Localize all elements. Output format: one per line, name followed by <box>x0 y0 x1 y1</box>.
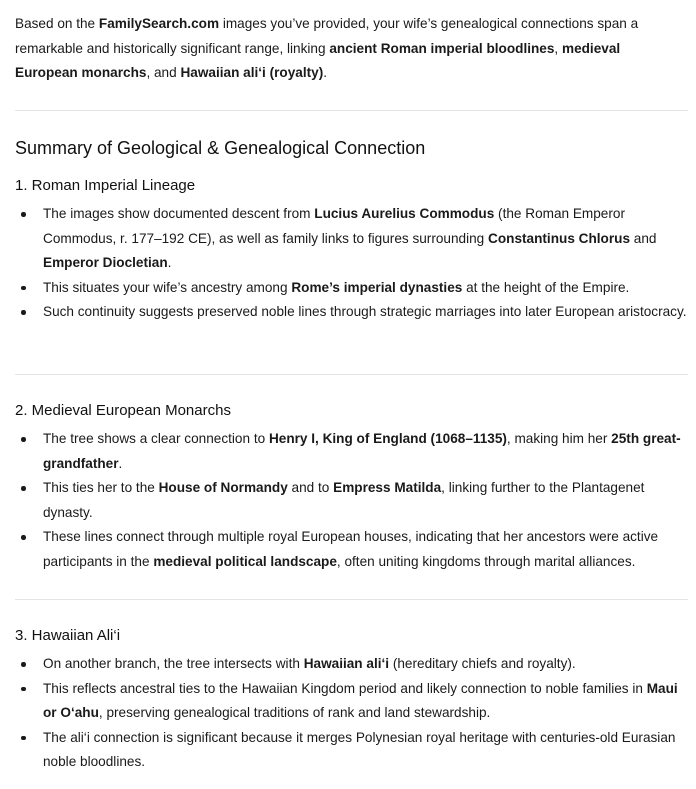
list-item: This reflects ancestral ties to the Hawaiian Kingdom period and likely connection to noble families in Maui or O‘ahu, preserving genealogical traditions of rank and land stewardship. <box>0 677 690 726</box>
bullet-icon <box>21 286 26 291</box>
bullet-icon <box>21 212 26 217</box>
list-item: This ties her to the House of Normandy and to Empress Matilda, linking further to the Plantagenet dynasty. <box>0 476 690 525</box>
list-item: The tree shows a clear connection to Henry I, King of England (1068–1135), making him her 25th great-grandfather. <box>0 427 690 476</box>
divider <box>15 110 688 111</box>
bullet-icon <box>21 662 26 667</box>
intro-bold-hawaiian: Hawaiian ali‘i (royalty) <box>180 65 324 80</box>
bullet-icon <box>21 437 26 442</box>
intro-text: . <box>323 65 328 80</box>
intro-bold-roman: ancient Roman imperial bloodlines <box>329 40 555 56</box>
intro-text: , and <box>146 65 181 80</box>
list-item: The images show documented descent from Lucius Aurelius Commodus (the Roman Emperor Commodus, r. 177–192 CE), as well as family links to figures surrounding Constantinus Chlorus and Emperor Diocletian. <box>0 202 690 276</box>
intro-paragraph <box>15 12 683 86</box>
section-heading-roman: 1. Roman Imperial Lineage <box>15 177 196 194</box>
bullet-icon <box>21 486 26 491</box>
bullet-icon <box>21 310 26 315</box>
list-item: On another branch, the tree intersects with Hawaiian ali‘i (hereditary chiefs and royalty). <box>0 652 690 677</box>
section-heading-hawaiian: 3. Hawaiian Ali‘i <box>15 627 121 644</box>
intro-bold-medieval: medieval European monarchs <box>15 40 621 80</box>
list-item: This situates your wife’s ancestry among Rome’s imperial dynasties at the height of the Empire. <box>0 276 690 301</box>
bullet-icon <box>21 535 26 540</box>
intro-text: , <box>554 40 562 56</box>
intro-text: images you’ve provided, your wife’s genealogical connections span a remarkable and historically significant range, linking <box>15 16 639 56</box>
bullet-icon <box>21 687 26 692</box>
intro-bold-familysearch: FamilySearch.com <box>98 16 220 31</box>
divider <box>15 599 688 600</box>
section-list-hawaiian <box>0 652 690 775</box>
divider <box>15 374 688 375</box>
bullet-icon <box>21 736 26 741</box>
list-item: Such continuity suggests preserved noble lines through strategic marriages into later European aristocracy. <box>0 300 690 325</box>
list-item: These lines connect through multiple royal European houses, indicating that her ancestors were active participants in the medieval political landscape, often uniting kingdoms through marital alliances. <box>0 525 690 574</box>
section-heading-medieval: 2. Medieval European Monarchs <box>15 402 231 419</box>
section-list-medieval <box>0 427 690 574</box>
summary-heading: Summary of Geological & Genealogical Connection <box>15 138 426 158</box>
list-item: The ali‘i connection is significant because it merges Polynesian royal heritage with centuries-old Eurasian noble bloodlines. <box>0 726 690 775</box>
section-list-roman <box>0 202 690 325</box>
intro-text: Based on the <box>15 16 99 31</box>
